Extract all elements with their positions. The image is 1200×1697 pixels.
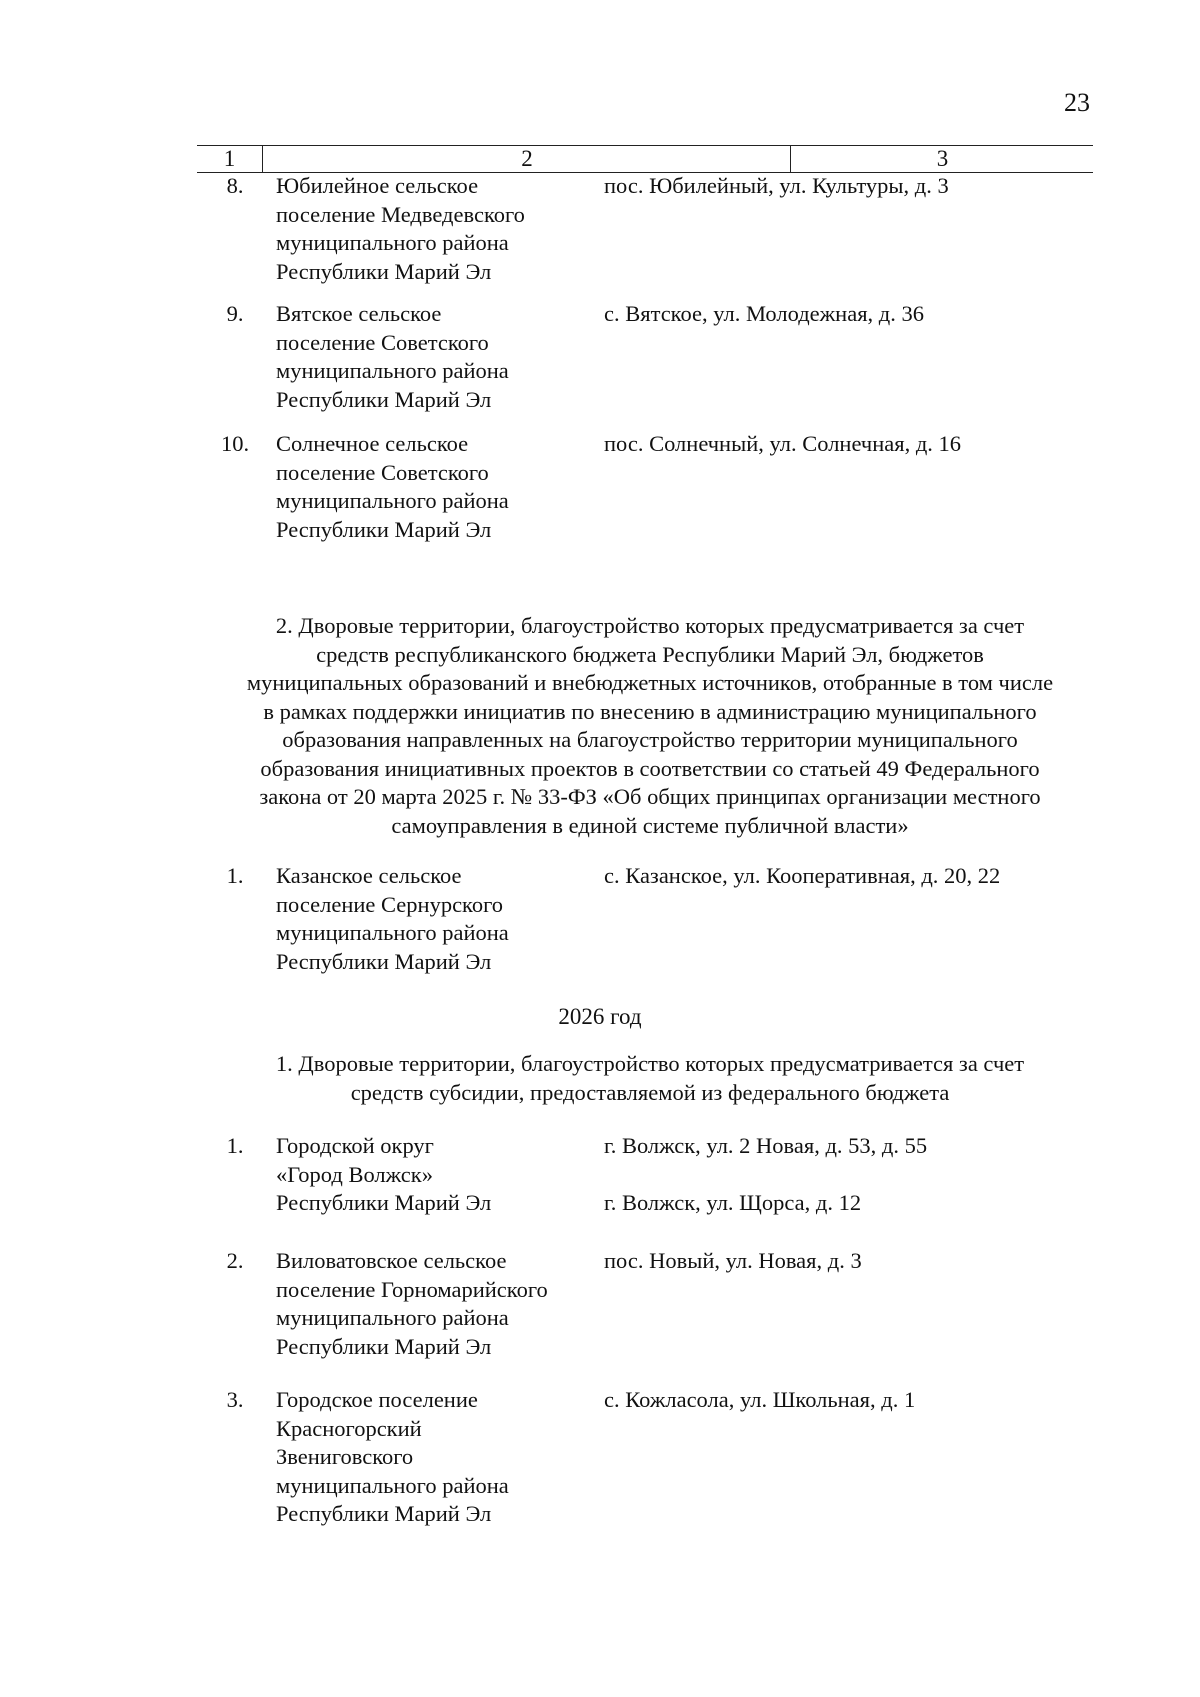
column-number-2: 2 xyxy=(264,146,791,172)
municipality-name xyxy=(276,300,596,414)
name-line: поселение Советского xyxy=(276,459,489,485)
name-line: Городской округ xyxy=(276,1133,434,1158)
name-line: Республики Марий Эл xyxy=(276,516,492,542)
item-number: 8. xyxy=(226,173,244,198)
heading-line: 1. Дворовые территории, благоустройство которых предусматривается за счет xyxy=(275,1051,1025,1076)
name-line: муниципального района xyxy=(276,230,509,255)
address-line: с. Казанское, ул. Кооперативная, д. 20, 22 xyxy=(604,863,1001,888)
heading-line: средств субсидии, предоставляемой из федерального бюджета xyxy=(350,1079,950,1105)
name-line: Республики Марий Эл xyxy=(276,1501,492,1526)
name-line: Красногорский xyxy=(276,1415,422,1441)
name-line: муниципального района xyxy=(276,1305,509,1330)
name-line: поселение Сернурского xyxy=(276,891,504,917)
name-line: Солнечное сельское xyxy=(276,431,469,456)
address-line: с. Кожласола, ул. Школьная, д. 1 xyxy=(604,1387,916,1412)
name-line: Юбилейное сельское xyxy=(276,173,479,198)
address-line: пос. Юбилейный, ул. Культуры, д. 3 xyxy=(604,173,949,198)
municipality-name xyxy=(276,172,596,286)
section-heading xyxy=(200,612,1100,840)
name-line: Звениговского xyxy=(276,1444,414,1469)
heading-line: 2. Дворовые территории, благоустройство которых предусматривается за счет xyxy=(275,613,1025,638)
name-line: Республики Марий Эл xyxy=(276,948,492,974)
name-line: поселение Медведевского xyxy=(276,201,525,227)
item-number: 3. xyxy=(226,1387,244,1412)
item-number: 1. xyxy=(226,1133,244,1158)
item-number: 10. xyxy=(220,431,250,456)
name-line: поселение Горномарийского xyxy=(276,1276,548,1302)
name-line: «Город Волжск» xyxy=(276,1161,433,1187)
name-line: Республики Марий Эл xyxy=(276,258,492,284)
address-line: пос. Новый, ул. Новая, д. 3 xyxy=(604,1248,862,1273)
address xyxy=(604,1132,1104,1218)
page-number: 23 xyxy=(1064,88,1090,117)
address xyxy=(604,172,1104,201)
name-line: Вятское сельское xyxy=(276,301,442,326)
municipality-name xyxy=(276,1247,596,1361)
address-line: г. Волжск, ул. Щорса, д. 12 xyxy=(604,1190,862,1215)
heading-line: средств республиканского бюджета Республики Марий Эл, бюджетов xyxy=(316,641,984,667)
name-line: Республики Марий Эл xyxy=(276,1190,492,1215)
heading-line: муниципальных образований и внебюджетных источников, отобранные в том числе xyxy=(246,670,1054,695)
address-line: пос. Солнечный, ул. Солнечная, д. 16 xyxy=(604,431,962,456)
year-title: 2026 год xyxy=(558,1004,642,1029)
name-line: Казанское сельское xyxy=(276,863,462,888)
heading-line: образования инициативных проектов в соответствии со статьей 49 Федерального xyxy=(260,755,1040,781)
column-number-3: 3 xyxy=(936,146,949,171)
column-number-1: 1 xyxy=(197,146,263,172)
address-line: г. Волжск, ул. 2 Новая, д. 53, д. 55 xyxy=(604,1133,928,1158)
name-line: муниципального района xyxy=(276,920,509,945)
heading-line: образования направленных на благоустройство территории муниципального xyxy=(282,727,1018,752)
name-line: Виловатовское сельское xyxy=(276,1248,507,1273)
municipality-name xyxy=(276,430,596,544)
name-line: муниципального района xyxy=(276,358,509,383)
address-line: с. Вятское, ул. Молодежная, д. 36 xyxy=(604,301,925,326)
address-line xyxy=(604,1161,1104,1190)
address xyxy=(604,430,1104,459)
section-heading xyxy=(200,1050,1100,1107)
heading-line: в рамках поддержки инициатив по внесению в администрацию муниципального xyxy=(263,698,1037,724)
heading-line: самоуправления в единой системе публичной власти» xyxy=(391,812,909,838)
municipality-name xyxy=(276,862,596,976)
address xyxy=(604,862,1104,891)
item-number: 9. xyxy=(226,301,244,326)
municipality-name xyxy=(276,1132,596,1218)
name-line: муниципального района xyxy=(276,1472,509,1498)
name-line: Республики Марий Эл xyxy=(276,386,492,412)
name-line: поселение Советского xyxy=(276,329,489,355)
item-number: 1. xyxy=(226,863,244,888)
address xyxy=(604,1247,1104,1276)
address xyxy=(604,300,1104,329)
name-line: Республики Марий Эл xyxy=(276,1333,492,1359)
address xyxy=(604,1386,1104,1415)
item-number: 2. xyxy=(226,1248,244,1273)
name-line: муниципального района xyxy=(276,488,509,513)
table-column-header xyxy=(197,145,1093,173)
municipality-name xyxy=(276,1386,596,1529)
name-line: Городское поселение xyxy=(276,1387,478,1412)
heading-line: закона от 20 марта 2025 г. № 33-ФЗ «Об общих принципах организации местного xyxy=(259,784,1041,809)
